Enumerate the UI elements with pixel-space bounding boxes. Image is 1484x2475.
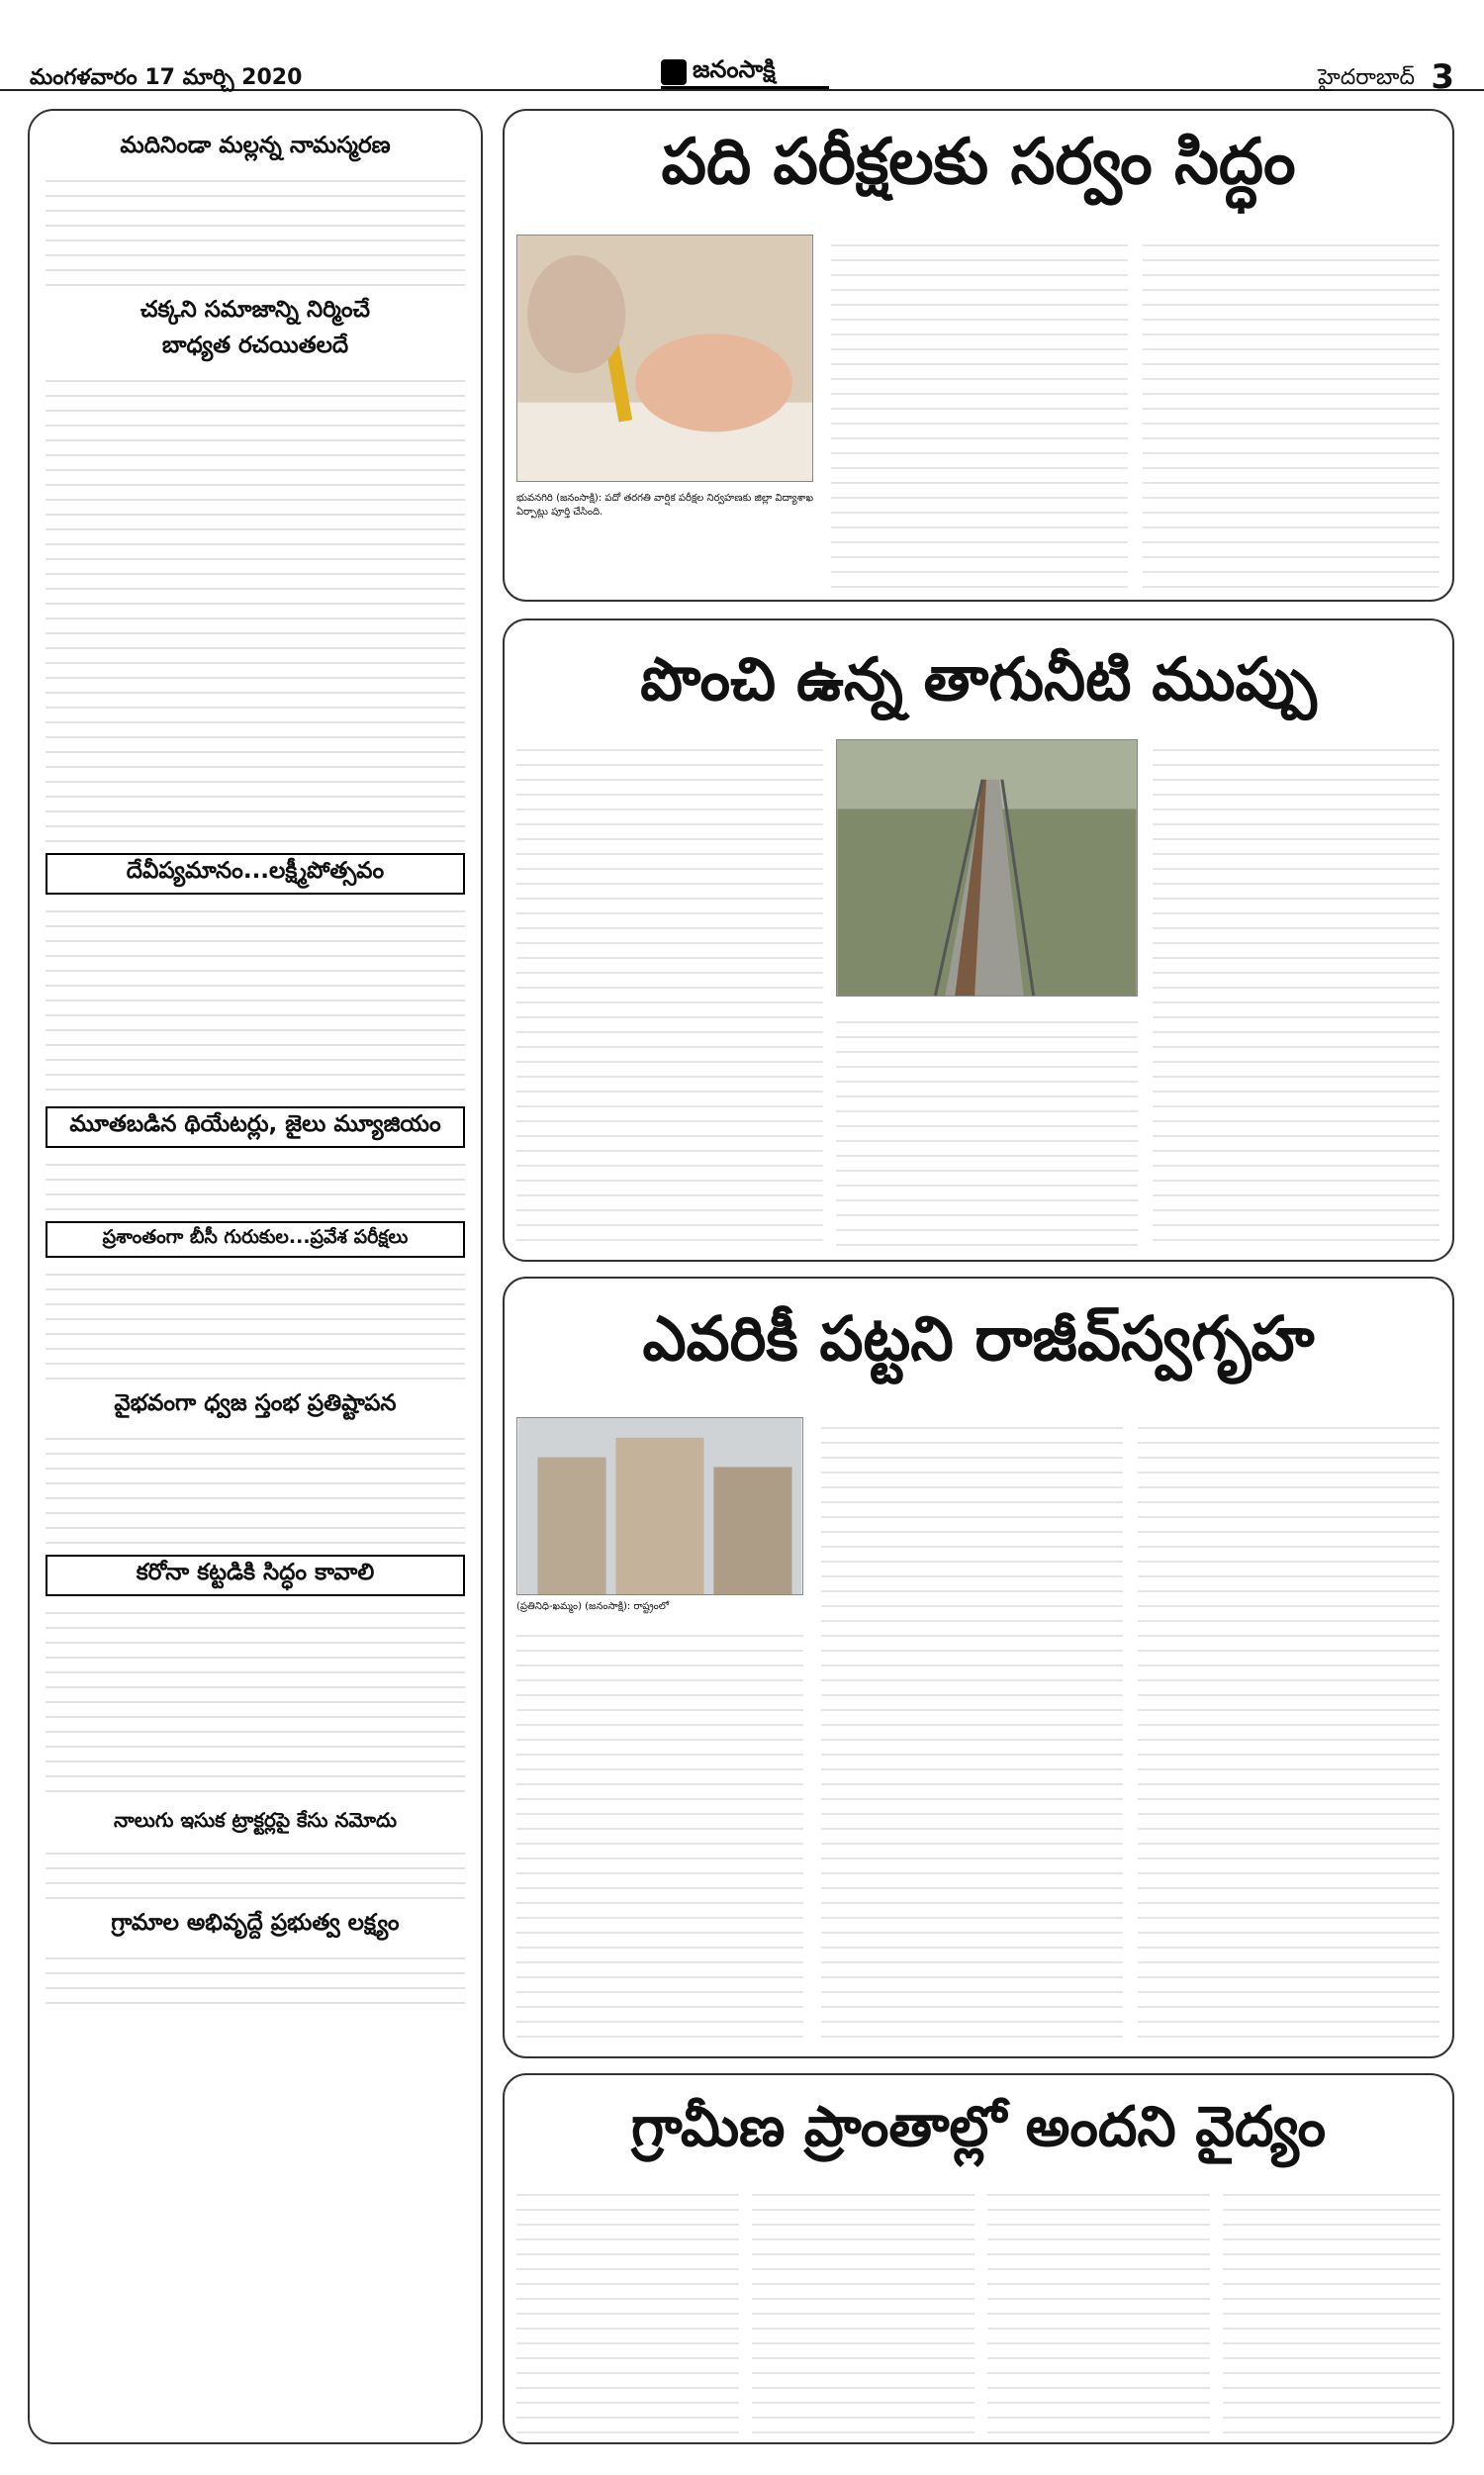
article-body-col1 <box>516 1625 803 2050</box>
edition-city: హైదరాబాద్ <box>1318 65 1415 90</box>
left-body-8 <box>46 1843 465 1902</box>
article-body-col1 <box>516 739 823 1254</box>
apartments-photo <box>516 1417 803 1595</box>
left-headline-8: నాలుగు ఇసుక ట్రాక్టర్లపై కేసు నమోదు <box>113 1808 398 1832</box>
left-headline-3: దేవీప్యమానం...లక్ష్మీపోత్సవం <box>46 853 465 895</box>
paper-name: జనంసాక్షి <box>693 55 776 83</box>
issue-date: మంగళవారం 17 మార్చి 2020 <box>30 65 303 90</box>
left-headline-7: కరోనా కట్టడికి సిద్ధం కావాలి <box>46 1555 465 1596</box>
article-body-col3 <box>1153 739 1439 1254</box>
article-body-col2 <box>821 1417 1123 2050</box>
left-body-4 <box>46 1154 465 1213</box>
article-rural-health <box>503 2073 1454 2444</box>
left-body-9 <box>46 1948 465 2007</box>
article-water <box>503 619 1454 1262</box>
left-body-5 <box>46 1264 465 1382</box>
article-headline: పొంచి ఉన్న తాగునీటి ముప్పు <box>640 645 1317 714</box>
page-number: 3 <box>1431 57 1454 97</box>
article-exams <box>503 109 1454 602</box>
exam-photo <box>516 235 813 482</box>
left-headline-6: వైభవంగా ధ్వజ స్తంభ ప్రతిష్టాపన <box>114 1390 397 1416</box>
masthead <box>0 0 1484 97</box>
left-headline-1: మదినిండా మల్లన్న నామస్మరణ <box>120 133 391 158</box>
article-body-col2 <box>836 1011 1138 1254</box>
article-headline: పది పరీక్షలకు సర్వం సిద్ధం <box>661 126 1296 199</box>
logo-icon <box>661 59 687 85</box>
article-body-col2 <box>752 2184 974 2436</box>
left-headline-2a: చక్కని సమాజాన్ని నిర్మించే <box>140 297 370 323</box>
article-body-col1 <box>831 235 1128 591</box>
article-body-col2 <box>1143 235 1439 591</box>
left-body-1 <box>46 170 465 289</box>
pipeline-photo <box>836 739 1138 997</box>
article-headline: గ్రామీణ ప్రాంతాల్లో అందని వైద్యం <box>631 2095 1326 2159</box>
paper-logo <box>661 55 829 89</box>
article-body-col3 <box>987 2184 1210 2436</box>
photo-caption: (ప్రతినిధి-ఖమ్మం) (జనంసాక్షి): రాష్ట్రంలో <box>516 1601 670 1612</box>
left-body-3 <box>46 901 465 1098</box>
left-headline-2b: బాధ్యత రచయితలదే <box>161 333 349 358</box>
article-headline: ఎవరికీ పట్టని రాజీవ్‌స్వగృహ <box>642 1302 1315 1375</box>
left-body-6 <box>46 1428 465 1547</box>
article-body-col3 <box>1138 1417 1439 2050</box>
left-body-2 <box>46 370 465 845</box>
article-housing <box>503 1277 1454 2058</box>
left-headline-9: గ్రామాల అభివృద్దే ప్రభుత్వ లక్ష్యం <box>111 1910 400 1936</box>
left-news-column <box>28 109 483 2444</box>
left-body-7 <box>46 1602 465 1800</box>
photo-caption: భువనగిరి (జనంసాక్షి): పదో తరగతి వార్షిక పరీక్షల నిర్వహణకు జిల్లా విద్యాశాఖ ఏర్పాట్లు పూర్తి చేసింది. <box>516 493 813 518</box>
left-headline-5: ప్రశాంతంగా బీసీ గురుకుల...ప్రవేశ పరీక్షలు <box>46 1221 465 1258</box>
article-body-col4 <box>1223 2184 1440 2436</box>
left-headline-4: మూతబడిన థియేటర్లు, జైలు మ్యూజియం <box>46 1106 465 1148</box>
article-body-col1 <box>516 2184 739 2436</box>
